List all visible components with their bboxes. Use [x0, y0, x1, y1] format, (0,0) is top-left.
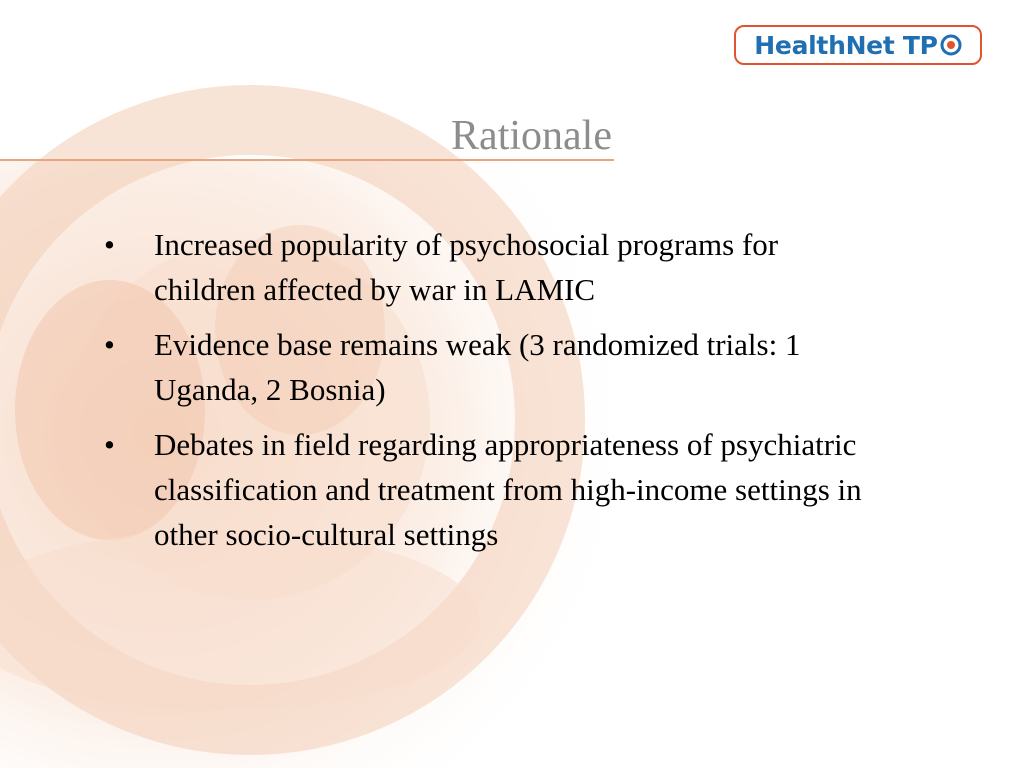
logo-text: HealthNet TP: [754, 30, 938, 60]
bullet-marker: •: [104, 427, 115, 462]
bullet-item: [104, 222, 894, 312]
bullet-list: [104, 222, 894, 567]
bullet-item: [104, 422, 894, 557]
bullet-marker: •: [104, 227, 115, 262]
bullet-text: Debates in field regarding appropriateness of psychiatric classification and treatment from high-income settings in other socio-cultural settings: [154, 427, 862, 552]
tpo-logo-icon: [940, 34, 962, 56]
title-underline: [0, 159, 614, 161]
healthnet-logo: [734, 25, 982, 65]
bullet-item: [104, 322, 894, 412]
bullet-text: Evidence base remains weak (3 randomized trials: 1 Uganda, 2 Bosnia): [154, 327, 801, 407]
bullet-text: Increased popularity of psychosocial programs for children affected by war in LAMIC: [154, 227, 779, 307]
slide-title: Rationale: [451, 113, 612, 159]
bullet-marker: •: [104, 327, 115, 362]
